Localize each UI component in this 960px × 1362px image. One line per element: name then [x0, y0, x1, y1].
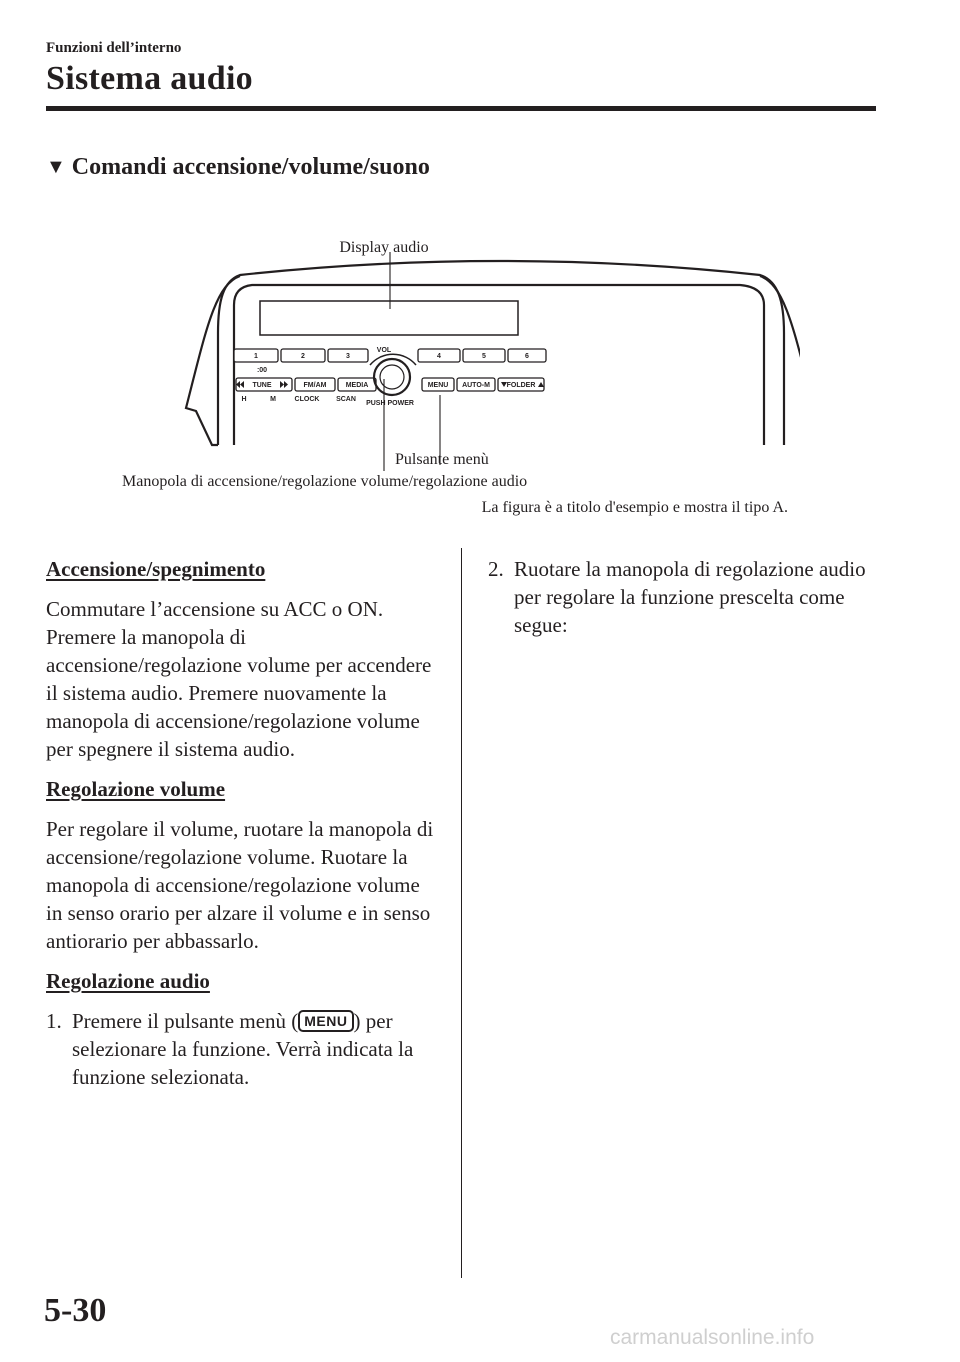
section-label: Funzioni dell’interno	[46, 40, 182, 56]
list-item-2-text: Ruotare la manopola di regolazione audio per regolare la funzione prescelta come segue:	[514, 557, 866, 637]
h-label: H	[241, 396, 247, 403]
right-column	[488, 555, 888, 639]
list-item-1-pre: Premere il pulsante menù (	[72, 1009, 299, 1033]
scan-sub-label: SCAN	[336, 396, 356, 403]
preset-2-label: 2	[301, 353, 305, 360]
list-item-1-number: 1.	[46, 1009, 62, 1033]
list-item-1	[46, 1007, 436, 1091]
callout-display-label: Display audio	[339, 239, 429, 256]
title-rule	[46, 106, 876, 111]
heading-text: Comandi accensione/volume/suono	[71, 154, 430, 180]
panel-inner-frame	[234, 285, 764, 445]
section-heading	[46, 154, 430, 181]
figure-caption: La figura è a titolo d'esempio e mostra il tipo A.	[481, 499, 788, 516]
panel-right-wing	[760, 276, 800, 408]
list-item-1-post: ) per selezionare la funzione. Verrà indicata la funzione selezionata.	[72, 1009, 414, 1089]
folder-label: FOLDER	[506, 382, 536, 389]
fm-am-label: FM/AM	[303, 382, 327, 389]
clock-label: :00	[256, 367, 268, 374]
panel-left-wing	[186, 276, 240, 445]
callout-menu-label: Pulsante menù	[395, 451, 489, 468]
left-column	[46, 555, 436, 1091]
power-label: PUSH POWER	[366, 400, 414, 407]
power-volume-knob[interactable]	[374, 359, 410, 395]
power-subheading: Accensione/spegnimento	[46, 557, 266, 581]
clock-sub-label: CLOCK	[294, 396, 320, 403]
vol-label: VOL	[376, 347, 392, 354]
auto-m-label: AUTO-M	[462, 382, 490, 389]
menu-button-icon: MENU	[298, 1010, 353, 1032]
media-label: MEDIA	[345, 382, 369, 389]
audio-subheading: Regolazione audio	[46, 969, 210, 993]
preset-1-label: 1	[254, 353, 258, 360]
preset-6-label: 6	[525, 353, 529, 360]
chapter-title: Sistema audio	[46, 60, 253, 97]
page-number: 5-30	[44, 1292, 107, 1329]
m-label: M	[270, 396, 276, 403]
power-paragraph: Commutare l’accensione su ACC o ON. Premere la manopola di accensione/regolazione volume per accendere il sistema audio. Premere nuovamente la manopola di accensione/regolazione volume per spegnere il sistema audio.	[46, 597, 432, 761]
preset-4-label: 4	[437, 353, 441, 360]
audio-panel-figure	[120, 225, 800, 525]
list-item-2	[488, 555, 888, 639]
menu-label: MENU	[427, 382, 449, 389]
list-item-2-number: 2.	[488, 557, 504, 581]
preset-5-label: 5	[482, 353, 486, 360]
tune-label: TUNE	[252, 382, 272, 389]
audio-display-screen	[260, 301, 518, 335]
watermark: carmanualsonline.info	[610, 1326, 815, 1349]
callout-knob-label: Manopola di accensione/regolazione volume/regolazione audio	[122, 473, 528, 490]
volume-subheading: Regolazione volume	[46, 777, 226, 801]
preset-3-label: 3	[346, 353, 350, 360]
heading-triangle-icon: ▼	[46, 156, 66, 178]
list-item-1-text	[72, 1007, 436, 1091]
volume-paragraph: Per regolare il volume, ruotare la manopola di accensione/regolazione volume. Ruotare la manopola di accensione/regolazione volume in senso orario per alzare il volume e in senso antiorario per abbassarlo.	[46, 817, 434, 953]
column-divider	[461, 548, 462, 1278]
